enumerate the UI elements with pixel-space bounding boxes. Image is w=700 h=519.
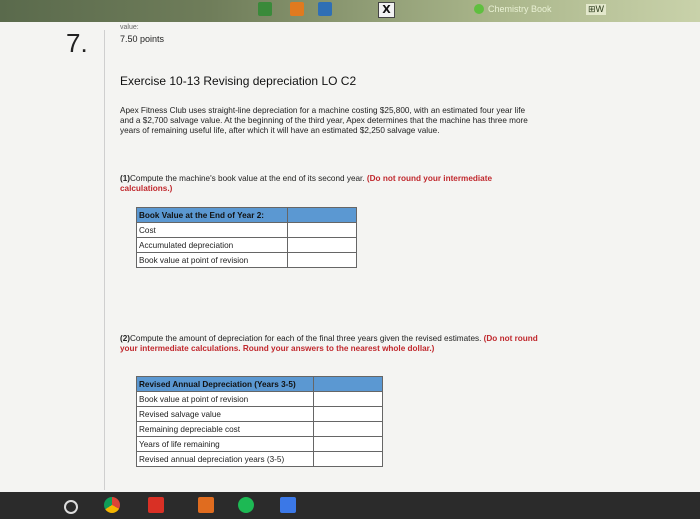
taskbar bbox=[0, 492, 700, 519]
part2-note: (Do not round your intermediate calculations. Round your answers to the nearest whole dollar.) bbox=[120, 334, 538, 353]
question-divider bbox=[104, 30, 105, 490]
book-value-revision-input[interactable] bbox=[314, 392, 383, 407]
revised-salvage-input[interactable] bbox=[314, 407, 383, 422]
part1-note: (Do not round your intermediate calculations.) bbox=[120, 174, 492, 193]
tab-icon-green-2[interactable] bbox=[474, 4, 484, 14]
table2-row-label: Revised annual depreciation years (3-5) bbox=[137, 452, 314, 467]
gmail-icon[interactable] bbox=[148, 497, 164, 513]
part2-instructions bbox=[120, 334, 540, 354]
table2-header-value bbox=[314, 377, 383, 392]
question-number: 7. bbox=[66, 28, 88, 58]
part2-text: Compute the amount of depreciation for each of the final three years given the revised estimates. bbox=[130, 334, 482, 343]
problem-paragraph: Apex Fitness Club uses straight-line depreciation for a machine costing $25,800, with an estimated four year life and a $2,700 salvage value. At the beginning of the third year, Apex determines that the machine has three more years of remaining useful life, after which it will have an estimated $2,250 salvage value. bbox=[120, 106, 528, 135]
cost-input[interactable] bbox=[288, 223, 357, 238]
accumulated-depreciation-input[interactable] bbox=[288, 238, 357, 253]
years-remaining-input[interactable] bbox=[314, 437, 383, 452]
table2-row-label: Years of life remaining bbox=[137, 437, 314, 452]
table2-row-label: Remaining depreciable cost bbox=[137, 422, 314, 437]
table1-row-label: Cost bbox=[137, 223, 288, 238]
browser-tab-bar bbox=[0, 0, 700, 22]
part1-text: Compute the machine's book value at the end of its second year. bbox=[130, 174, 365, 183]
points-value: 7.50 points bbox=[120, 34, 165, 44]
tab-label-w[interactable]: ⊞W bbox=[588, 4, 605, 14]
table2-row-label: Revised salvage value bbox=[137, 407, 314, 422]
value-label: value: bbox=[120, 24, 139, 31]
slides-icon[interactable] bbox=[198, 497, 214, 513]
table2-header: Revised Annual Depreciation (Years 3-5) bbox=[137, 377, 314, 392]
table1-header-value bbox=[288, 208, 357, 223]
chrome-icon[interactable] bbox=[104, 497, 120, 513]
table1-row-label: Book value at point of revision bbox=[137, 253, 288, 268]
table2-row-label: Book value at point of revision bbox=[137, 392, 314, 407]
question-page bbox=[0, 22, 700, 492]
revised-depreciation-table bbox=[136, 376, 383, 467]
table1-row-label: Accumulated depreciation bbox=[137, 238, 288, 253]
book-value-table bbox=[136, 207, 357, 268]
close-tab-icon[interactable]: X bbox=[378, 2, 395, 18]
spotify-icon[interactable] bbox=[238, 497, 254, 513]
revised-annual-depreciation-input[interactable] bbox=[314, 452, 383, 467]
tab-label-chemistry[interactable]: Chemistry Book bbox=[488, 4, 552, 14]
part1-label: (1) bbox=[120, 174, 131, 183]
tab-icon-orange[interactable] bbox=[290, 2, 304, 16]
book-value-input[interactable] bbox=[288, 253, 357, 268]
exercise-title: Exercise 10-13 Revising depreciation LO C2 bbox=[120, 74, 357, 88]
table1-header: Book Value at the End of Year 2: bbox=[137, 208, 288, 223]
remaining-depreciable-input[interactable] bbox=[314, 422, 383, 437]
part1-instructions bbox=[120, 174, 540, 194]
docs-icon[interactable] bbox=[280, 497, 296, 513]
tab-icon-blue[interactable] bbox=[318, 2, 332, 16]
part2-label: (2) bbox=[120, 334, 131, 343]
tab-icon-green[interactable] bbox=[258, 2, 272, 16]
launcher-icon[interactable] bbox=[64, 500, 78, 514]
